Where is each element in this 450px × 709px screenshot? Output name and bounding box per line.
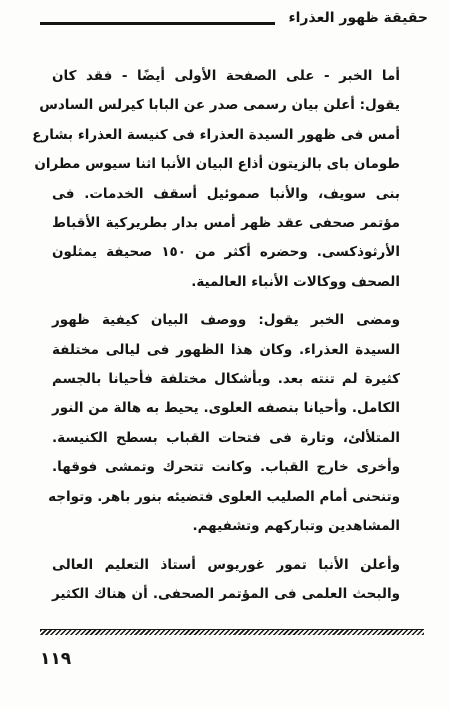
page-number: ١١٩	[40, 649, 72, 669]
text-line: الكامل. وأحيانا بنصفه العلوى. يحيط به هالة من النور	[52, 400, 400, 417]
paragraph-1	[32, 62, 412, 297]
text-line: طومان باى بالزيتون أذاع البيان الأنبا اثنا سيوس مطران	[34, 156, 400, 173]
text-line: كثيرة لم تنته بعد. وبأشكال مختلفة فأحيانا بالجسم	[52, 371, 400, 388]
paragraph-2	[48, 306, 412, 541]
running-header	[40, 8, 428, 38]
text-line: والبحث العلمى فى المؤتمر الصحفى. أن هناك الكثير	[52, 585, 400, 602]
paragraph-3	[52, 551, 412, 610]
text-line: أمس فى ظهور السيدة العذراء فى كنيسة العذراء بشارع	[32, 126, 400, 143]
text-line: ومضى الخبر يقول: ووصف البيان كيفية ظهور	[52, 312, 400, 329]
text-line: مؤتمر صحفى عقد ظهر أمس بدار بطريركية الأقباط	[52, 215, 400, 232]
text-line: المشاهدين وتباركهم وتشفيهم.	[192, 518, 400, 535]
text-line: الصحف ووكالات الأنباء العالمية.	[191, 273, 400, 290]
text-line: وأخرى خارج القباب. وكانت تتحرك وتمشى فوقها.	[52, 459, 400, 476]
text-line: السيدة العذراء. وكان هذا الظهور فى ليالى مختلفة	[52, 341, 400, 358]
running-title: حقيقة ظهور العذراء	[288, 10, 428, 26]
text-line: أما الخبر - على الصفحة الأولى أيضًا - فقد كان	[52, 68, 400, 84]
text-line: يقول: أعلن بيان رسمى صدر عن البابا كيرلس السادس	[39, 97, 400, 114]
text-line: بنى سويف، والأنبا صموئيل أسقف الخدمات. فى	[52, 185, 400, 202]
footer-rule	[40, 629, 424, 635]
body-text	[32, 62, 412, 618]
text-line: وأعلن الأنبا تمور غوريوس أستاذ التعليم العالى	[52, 556, 400, 573]
header-rule	[40, 22, 275, 25]
text-line: وتنحنى أمام الصليب العلوى فتضيئه بنور باهر. وتواجه	[48, 488, 400, 505]
text-line: المتلألئ، وتارة فى فتحات القباب بسطح الكنيسة.	[52, 429, 400, 446]
text-line: الأرثوذكسى. وحضره أكثر من ١٥٠ صحيفة يمثلون	[52, 244, 400, 261]
